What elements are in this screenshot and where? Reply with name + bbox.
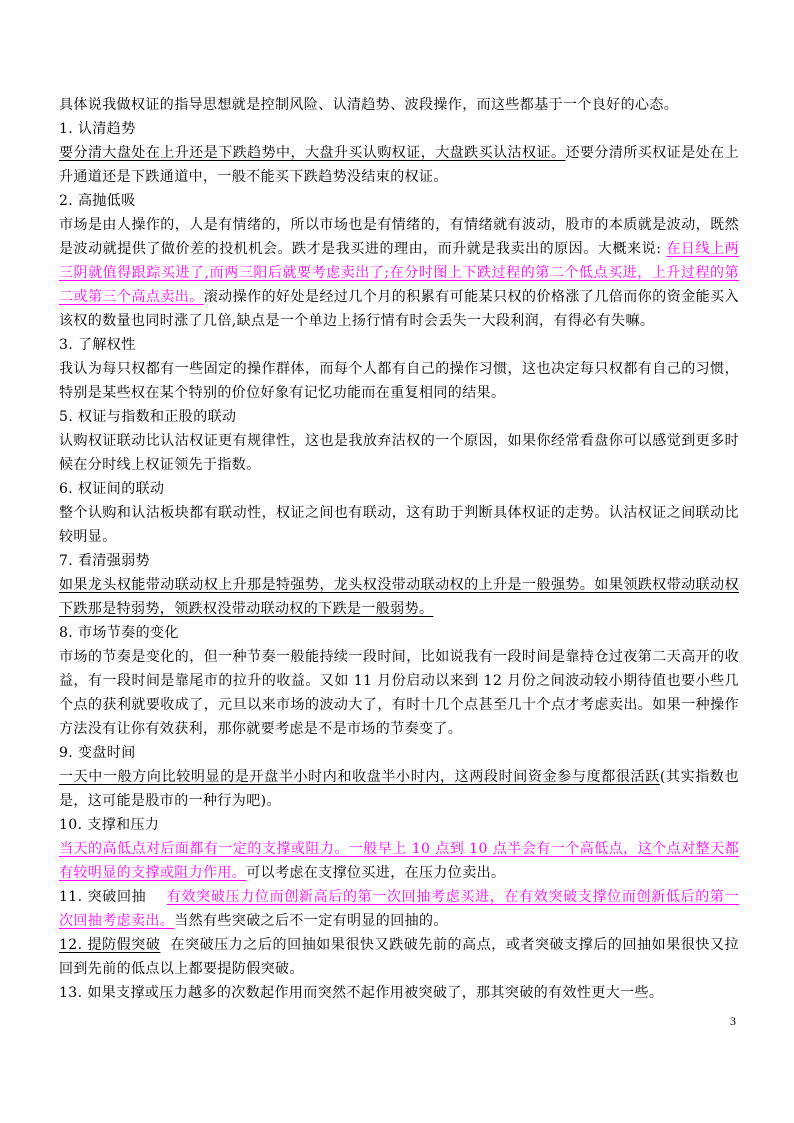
section-12-text: 在突破压力之后的回抽如果很快又跌破先前的高点，或者突破支撑后的回抽如果很快又拉回到先前的低点以上都要提防假突破。 [59, 937, 739, 977]
section-9-underlined-text: 一天中一般方向比较明显的是开盘半小时内和收盘半小时内，这两段时间资金参与度都很活跃 [59, 769, 660, 785]
section-11-body [59, 885, 739, 933]
page-number: 3 [730, 1014, 736, 1028]
section-9-body [59, 765, 739, 813]
section-12-body [59, 933, 739, 981]
section-7-heading: 7. 看清强弱势 [59, 553, 151, 569]
intro-paragraph: 具体说我做权证的指导思想就是控制风险、认清趋势、波段操作，而这些都基于一个良好的心态。 [59, 97, 679, 113]
section-1-body [59, 141, 739, 189]
section-10-heading: 10. 支撑和压力 [59, 817, 160, 833]
section-2-body [59, 213, 739, 333]
section-5-heading: 5. 权证与指数和正股的联动 [59, 409, 237, 425]
section-11-heading: 11. 突破回抽 [59, 889, 147, 905]
section-13-body: 13. 如果支撑或压力越多的次数起作用而突然不起作用被突破了，那其突破的有效性更大一些。 [59, 985, 664, 1001]
section-1-heading: 1. 认清趋势 [59, 121, 136, 137]
section-12-heading: 12. 提防假突破 [59, 937, 161, 953]
section-1-underlined-text: 要分清大盘处在上升还是下跌趋势中，大盘升买认购权证，大盘跌买认沽权证。 [59, 145, 566, 161]
section-2-text-b: 滚动操作的好处是经过几个月的积累有可能某只权的价格涨了几倍而你的资金能买入该权的数量也同时涨了几倍,缺点是一个单边上扬行情有时会丢失一大段利润，有得必有失嘛。 [59, 289, 739, 329]
section-9-text: (其实指数也是，这可能是股市的一种行为吧)。 [59, 769, 739, 809]
section-8-heading: 8. 市场节奏的变化 [59, 625, 179, 641]
section-5-body: 认购权证联动比认沽权证更有规律性，这也是我放弃沽权的一个原因，如果你经常看盘你可以感觉到更多时候在分时线上权证领先于指数。 [59, 433, 739, 473]
section-7-underlined-text: 如果龙头权能带动联动权上升那是特强势，龙头权没带动联动权的上升是一般强势。如果领跌权带动联动权下跌那是特弱势，领跌权没带动联动权的下跌是一般弱势。 [59, 577, 739, 617]
section-10-text: 可以考虑在支撑位买进，在压力位卖出。 [246, 865, 506, 881]
section-10-highlight: 当天的高低点对后面都有一定的支撑或阻力。一般早上 10 点到 10 点半会有一个高低点，这个点对整天都有较明显的支撑或阻力作用。 [59, 841, 739, 881]
section-2-highlight: 在日线上两三阴就值得跟踪买进了,而两三阳后就要考虑卖出了;在分时图上下跌过程的第二个低点买进，上升过程的第二或第三个高点卖出。 [59, 241, 740, 305]
section-3-heading: 3. 了解权性 [59, 337, 136, 353]
section-6-heading: 6. 权证间的联动 [59, 481, 165, 497]
section-7-body [59, 573, 739, 621]
section-3-body: 我认为每只权都有一些固定的操作群体，而每个人都有自己的操作习惯，这也决定每只权都有自己的习惯，特别是某些权在某个特别的价位好象有记忆功能而在重复相同的结果。 [59, 361, 739, 401]
section-2-heading: 2. 高抛低吸 [59, 193, 136, 209]
section-11-text: 当然有些突破之后不一定有明显的回抽的。 [174, 913, 448, 929]
section-1-text: 还要分清所买权证是处在上升通道还是下跌通道中，一般不能买下跌趋势没结束的权证。 [59, 145, 739, 185]
section-10-body [59, 837, 739, 885]
section-9-heading: 9. 变盘时间 [59, 745, 136, 761]
section-2-text-a: 市场是由人操作的，人是有情绪的，所以市场也是有情绪的，有情绪就有波动，股市的本质就是波动，既然是波动就提供了做价差的投机机会。跌才是我买进的理由，而升就是我卖出的原因。大概来说: [59, 217, 739, 257]
section-11-highlight: 有效突破压力位而创新高后的第一次回抽考虑买进，在有效突破支撑位而创新低后的第一次回抽考虑卖出。 [59, 889, 739, 929]
section-8-body: 市场的节奏是变化的，但一种节奏一般能持续一段时间，比如说我有一段时间是靠持仓过夜第二天高开的收益，有一段时间是靠尾市的拉升的收益。又如 11 月份启动以来到 12 月份之间波动较小期待值也要小些几个点的获利就要收成了，元旦以来市场的波动大了，有时十几个点甚至几十个点才考虑卖出。如果一种操作方法没有让你有效获利，那你就要考虑是不是市场的节奏变了。 [59, 649, 739, 737]
page-content [59, 93, 739, 1005]
section-6-body: 整个认购和认沽板块都有联动性，权证之间也有联动，这有助于判断具体权证的走势。认沽权证之间联动比较明显。 [59, 505, 739, 545]
